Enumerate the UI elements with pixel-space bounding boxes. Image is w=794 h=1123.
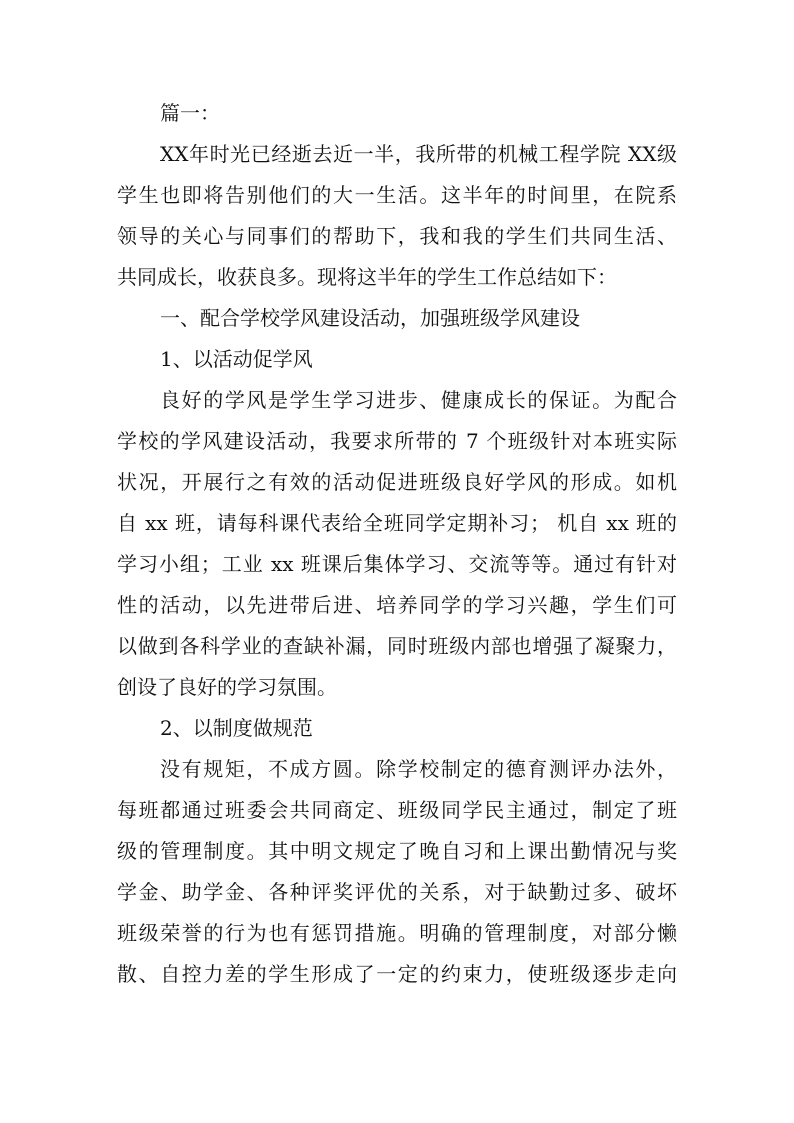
paragraph-line: 班级荣誉的行为也有惩罚措施。明确的管理制度，对部分懒 — [117, 921, 677, 945]
document-heading: 篇一： — [160, 101, 220, 125]
paragraph-line: 以做到各科学业的查缺补漏，同时班级内部也增强了凝聚力， — [117, 634, 677, 658]
paragraph-line: 自 xx 班，请每科课代表给全班同学定期补习； 机自 xx 班的 — [117, 511, 677, 535]
paragraph-line: 创设了良好的学习氛围。 — [117, 675, 337, 699]
paragraph-line: 学金、助学金、各种评奖评优的关系，对于缺勤过多、破坏 — [117, 880, 677, 904]
paragraph-line: 状况，开展行之有效的活动促进班级良好学风的形成。如机 — [117, 470, 677, 494]
subsection-heading: 2、以制度做规范 — [160, 716, 313, 740]
paragraph-line: 没有规矩，不成方圆。除学校制定的德育测评办法外， — [160, 757, 677, 781]
paragraph-line: 共同成长，收获良多。现将这半年的学生工作总结如下： — [117, 265, 617, 289]
paragraph-line: 学习小组；工业 xx 班课后集体学习、交流等等。通过有针对 — [117, 552, 677, 576]
paragraph-line: 性的活动，以先进带后进、培养同学的学习兴趣，学生们可 — [117, 593, 677, 617]
paragraph-line: 每班都通过班委会共同商定、班级同学民主通过，制定了班 — [117, 798, 677, 822]
subsection-heading: 1、以活动促学风 — [160, 347, 313, 371]
paragraph-line: 级的管理制度。其中明文规定了晚自习和上课出勤情况与奖 — [117, 839, 677, 863]
paragraph-line: XX年时光已经逝去近一半，我所带的机械工程学院 XX级 — [160, 142, 677, 166]
paragraph-line: 良好的学风是学生学习进步、健康成长的保证。为配合 — [160, 388, 677, 412]
paragraph-line: 散、自控力差的学生形成了一定的约束力，使班级逐步走向 — [117, 962, 677, 986]
paragraph-line: 学生也即将告别他们的大一生活。这半年的时间里，在院系 — [117, 183, 677, 207]
paragraph-line: 领导的关心与同事们的帮助下，我和我的学生们共同生活、 — [117, 224, 677, 248]
paragraph-line: 学校的学风建设活动，我要求所带的 7 个班级针对本班实际 — [117, 429, 677, 453]
section-heading: 一、配合学校学风建设活动，加强班级学风建设 — [160, 306, 580, 330]
